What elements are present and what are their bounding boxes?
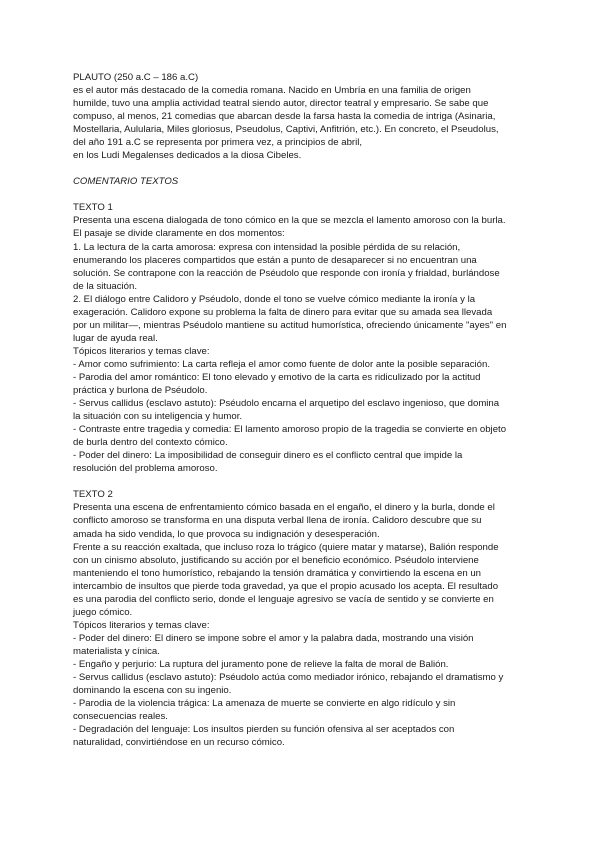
text-line: 2. El diálogo entre Calidoro y Pséudolo, donde el tono se vuelve cómico mediante la ironía y la — [73, 293, 476, 305]
text-line: - Poder del dinero: El dinero se impone sobre el amor y la palabra dada, mostrando una visión — [73, 632, 474, 644]
text-line: Presenta una escena de enfrentamiento cómico basada en el engaño, el dinero y la burla, donde el — [73, 502, 495, 514]
text-line: Frente a su reacción exaltada, que incluso roza lo trágico (quiere matar y matarse), Balión responde — [73, 541, 499, 553]
text-line: naturalidad, convirtiéndose en un recurso cómico. — [73, 737, 285, 749]
text-line: es el autor más destacado de la comedia romana. Nacido en Umbría en una familia de origen — [73, 85, 471, 97]
text-line: - Contraste entre tragedia y comedia: El lamento amoroso propio de la tragedia se convierte en objeto — [73, 424, 507, 436]
text-line: lugar de ayuda real. — [73, 332, 158, 344]
text-line: - Servus callidus (esclavo astuto): Pséudolo actúa como mediador irónico, rebajando el dramatismo y — [73, 672, 504, 684]
spacer — [73, 475, 535, 488]
text-line: consecuencias reales. — [73, 711, 168, 723]
text-line: - Servus callidus (esclavo astuto): Pséudolo encarna el arquetipo del esclavo ingenioso, que domina — [73, 398, 500, 410]
text-line: conflicto amoroso se transforma en una disputa verbal llena de ironía. Calidoro descubre que su — [73, 515, 482, 527]
text-line: humilde, tuvo una amplia actividad teatral siendo autor, director teatral y empresario. Se sabe que — [73, 98, 489, 110]
text-line: práctica y burlona de Pséudolo. — [73, 385, 208, 397]
texto2-body — [73, 501, 535, 749]
text-line: Tópicos literarios y temas clave: — [73, 345, 210, 357]
text-line: solución. Se contrapone con la reacción de Pséudolo que responde con ironía y frialdad, burlándose — [73, 267, 500, 279]
text-line: - Poder del dinero: La imposibilidad de conseguir dinero es el conflicto central que impide la — [73, 450, 463, 462]
document-body — [73, 71, 535, 749]
text-line: la situación con su inteligencia y humor. — [73, 411, 243, 423]
comment-heading: COMENTARIO TEXTOS — [73, 176, 179, 188]
text-line: - Parodia de la violencia trágica: La amenaza de muerte se convierte en algo ridículo y sin — [73, 698, 456, 710]
text-line: juego cómico. — [73, 606, 133, 618]
text-line: es una parodia del conflicto serio, donde el lenguaje agresivo se vacía de sentido y se convierte en — [73, 593, 494, 605]
text-line: dominando la escena con su ingenio. — [73, 685, 232, 697]
text-line: por un militar—, mientras Pséudolo mantiene su actitud humorística, ofreciendo únicamente "ayes" en — [73, 319, 507, 331]
text-line: de la situación. — [73, 280, 137, 292]
text-line: Tópicos literarios y temas clave: — [73, 619, 210, 631]
text-line: - Engaño y perjurio: La ruptura del juramento pone de relieve la falta de moral de Balión. — [73, 658, 449, 670]
text-line: El pasaje se divide claramente en dos momentos: — [73, 228, 285, 240]
text-line: intercambio de insultos que pierde toda gravedad, ya que el propio acusado los acepta. El resultado — [73, 580, 499, 592]
text-line: enumerando los placeres compartidos que están a punto de desaparecer si no encuentran una — [73, 254, 477, 266]
text-line: Mostellaria, Aulularia, Miles gloriosus, Pseudolus, Captivi, Anfitrión, etc.). En concreto, el Pseudolus, — [73, 124, 499, 136]
texto2-title: TEXTO 2 — [73, 489, 113, 501]
text-line: - Degradación del lenguaje: Los insultos pierden su función ofensiva al ser aceptados con — [73, 724, 455, 736]
author-title: PLAUTO (250 a.C – 186 a.C) — [73, 72, 199, 83]
text-line: resolución del problema amoroso. — [73, 463, 218, 475]
text-line: con un cinismo absoluto, justificando su acción por el beneficio económico. Pséudolo interviene — [73, 554, 479, 566]
author-intro — [73, 84, 535, 162]
text-line: exageración. Calidoro expone su problema la falta de dinero para evitar que su amada sea llevada — [73, 306, 493, 318]
text-line: de burla dentro del contexto cómico. — [73, 437, 228, 449]
text-line: - Amor como sufrimiento: La carta refleja el amor como fuente de dolor ante la posible separación. — [73, 358, 491, 370]
texto1-body — [73, 214, 535, 475]
text-line: compuso, al menos, 21 comedias que abarcan desde la farsa hasta la comedia de intriga (Asinaria, — [73, 111, 496, 123]
text-line: manteniendo el tono humorístico, rebajando la tensión dramática y convirtiendo la escena en un — [73, 567, 481, 579]
text-line: en los Ludi Megalenses dedicados a la diosa Cibeles. — [73, 150, 302, 162]
spacer — [73, 188, 535, 201]
texto1-title: TEXTO 1 — [73, 202, 113, 214]
text-line: amada ha sido vendida, lo que provoca su indignación y desesperación. — [73, 528, 380, 540]
text-line: del año 191 a.C se representa por primera vez, a principios de abril, — [73, 137, 363, 149]
text-line: Presenta una escena dialogada de tono cómico en la que se mezcla el lamento amoroso con la burla. — [73, 215, 506, 227]
text-line: 1. La lectura de la carta amorosa: expresa con intensidad la posible pérdida de su relación, — [73, 241, 461, 253]
spacer — [73, 162, 535, 175]
text-line: - Parodia del amor romántico: El tono elevado y emotivo de la carta es ridiculizado por la actitud — [73, 371, 481, 383]
text-line: materialista y cínica. — [73, 645, 160, 657]
